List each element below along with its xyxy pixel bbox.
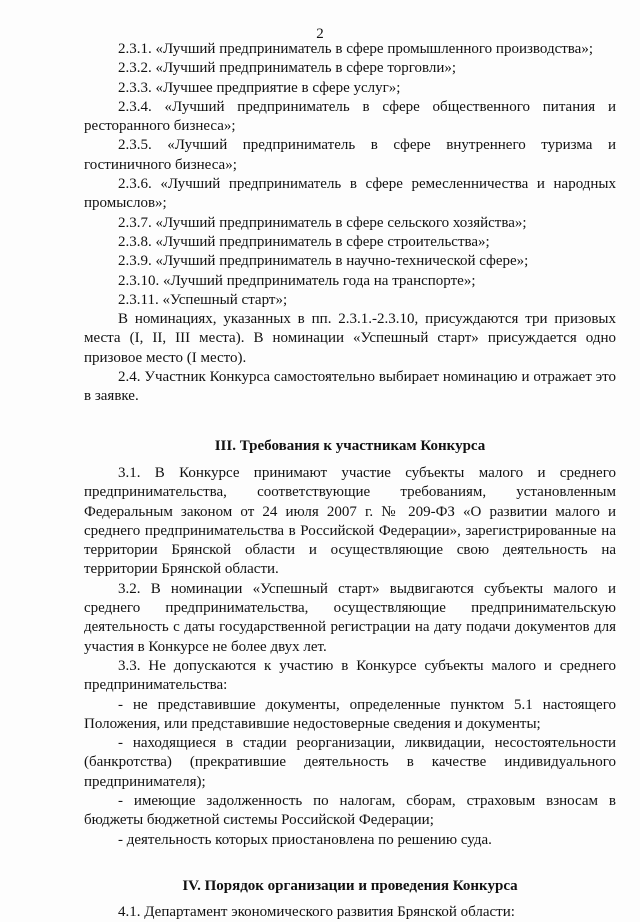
paragraph-3-1: 3.1. В Конкурсе принимают участие субъекты малого и среднего предпринимательства, соответствующие требованиям, установленным Федеральным законом от 24 июля 2007 г. № 209-ФЗ «О развитии малого и среднего предпринимательства в Российской Федерации», зарегистрированные на территории Брянской области и осуществляющие свою деятельность на территории Брянской области. bbox=[84, 464, 616, 578]
paragraph-2-4: 2.4. Участник Конкурса самостоятельно выбирает номинацию и отражает это в заявке. bbox=[84, 369, 616, 405]
paragraph-3-3: 3.3. Не допускаются к участию в Конкурсе субъекты малого и среднего предпринимательства: bbox=[84, 657, 616, 694]
nomination-item: 2.3.10. «Лучший предприниматель года на транспорте»; bbox=[118, 272, 476, 289]
nomination-item: 2.3.3. «Лучшее предприятие в сфере услуг»; bbox=[118, 79, 401, 96]
nomination-item: 2.3.5. «Лучший предприниматель в сфере внутреннего туризма и гостиничного бизнеса»; bbox=[84, 137, 616, 173]
exclusion-item: - не представившие документы, определенные пунктом 5.1 настоящего Положения, или представившие недостоверные сведения и документы; bbox=[84, 696, 616, 732]
page-number: 2 bbox=[316, 26, 324, 42]
nomination-item: 2.3.8. «Лучший предприниматель в сфере строительства»; bbox=[118, 233, 490, 250]
section-4-heading: IV. Порядок организации и проведения Конкурса bbox=[182, 877, 518, 894]
exclusion-item: - имеющие задолженность по налогам, сборам, страховым взносам в бюджеты бюджетной системы Российской Федерации; bbox=[84, 792, 616, 829]
section-3-heading: III. Требования к участникам Конкурса bbox=[214, 437, 486, 454]
nomination-item: 2.3.7. «Лучший предприниматель в сфере сельского хозяйства»; bbox=[118, 214, 527, 231]
nomination-item: 2.3.6. «Лучший предприниматель в сфере ремесленничества и народных промыслов»; bbox=[84, 176, 616, 212]
nomination-item: 2.3.1. «Лучший предприниматель в сфере промышленного производства»; bbox=[118, 41, 594, 57]
exclusion-item: - деятельность которых приостановлена по решению суда. bbox=[118, 831, 492, 848]
nomination-item: 2.3.9. «Лучший предприниматель в научно-технической сфере»; bbox=[118, 253, 529, 270]
paragraph-3-2: 3.2. В номинации «Успешный старт» выдвигаются субъекты малого и среднего предпринимательства, осуществляющие предпринимательскую деятельность с даты государственной регистрации на дату подачи документов для участия в Конкурсе не более двух лет. bbox=[84, 580, 616, 655]
paragraph-4-1: 4.1. Департамент экономического развития Брянской области: bbox=[118, 904, 515, 921]
exclusion-item: - находящиеся в стадии реорганизации, ликвидации, несостоятельности (банкротства) (прекратившие деятельность в качестве индивидуального предпринимателя); bbox=[84, 735, 616, 790]
nomination-item: 2.3.11. «Успешный старт»; bbox=[118, 291, 288, 308]
nomination-item: 2.3.2. «Лучший предприниматель в сфере торговли»; bbox=[118, 60, 457, 77]
document-body bbox=[84, 40, 616, 922]
nomination-item: 2.3.4. «Лучший предприниматель в сфере общественного питания и ресторанного бизнеса»; bbox=[84, 98, 616, 135]
prizes-paragraph: В номинациях, указанных в пп. 2.3.1.-2.3.10, присуждаются три призовых места (I, II, III места). В номинации «Успешный старт» присуждается одно призовое место (I место). bbox=[84, 311, 616, 366]
